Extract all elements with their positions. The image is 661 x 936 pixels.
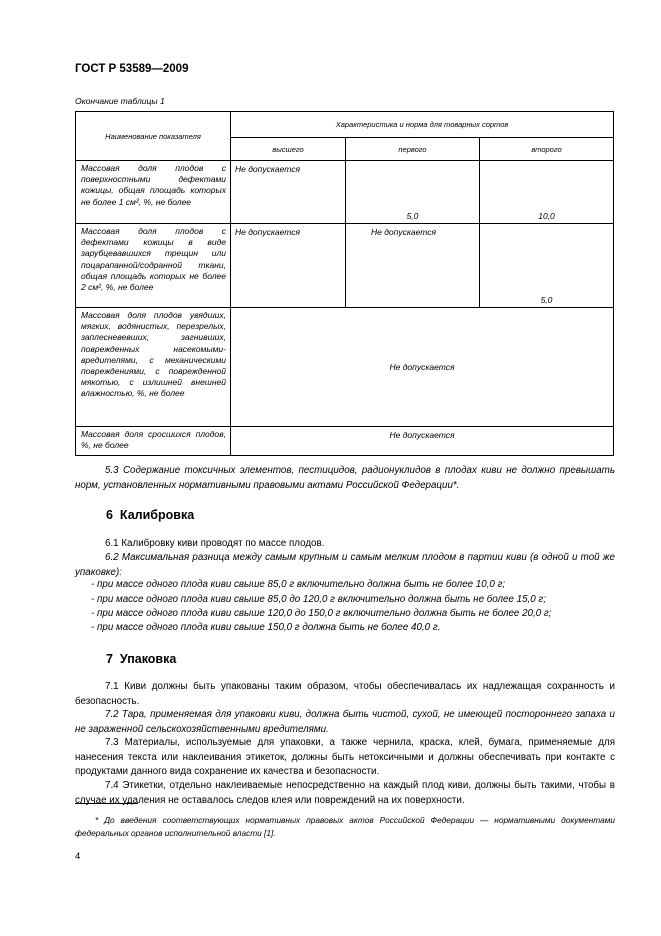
page-number: 4	[75, 851, 81, 862]
paragraph-7-4: 7.4 Этикетки, отдельно наклеиваемые непосредственно на каждый плод киви, должны быть такими, чтобы в случае их удаления не оставалось следов клея или повреждений на их поверхности.	[75, 780, 615, 806]
value-cell: Не допускается	[231, 161, 346, 224]
paragraph-6-2: 6.2 Максимальная разница между самым крупным и самым мелким плодом в партии киви (в одной и той же упаковке):	[75, 552, 615, 578]
list-item: - при массе одного плода киви свыше 150,0 г должна быть не более 40,0 г.	[91, 622, 441, 633]
indicator-cell: Массовая доля плодов с поверхностными дефектами кожицы, общая площадь которых не более 1 см², %, не более	[76, 161, 231, 224]
col-header-grade: второго	[480, 138, 614, 161]
paragraph-7-1: 7.1 Киви должны быть упакованы таким образом, чтобы обеспечивалась их надлежащая сохранность и безопасность.	[75, 681, 615, 707]
paragraph-7-3: 7.3 Материалы, используемые для упаковки, а также чернила, краска, клей, бумага, применяемые для нанесения текста или наклеивания этикеток, должны быть нетоксичными и должны обеспечивать при контакте с продуктами данного вида сохранение их качества и безопасности.	[75, 737, 615, 777]
col-header-group: Характеристика и норма для товарных сортов	[231, 112, 614, 138]
col-header-grade: высшего	[231, 138, 346, 161]
paragraph-5-3: 5.3 Содержание токсичных элементов, пестицидов, радионуклидов в плодах киви не должно превышать норм, установленных нормативными правовыми актами Российской Федерации*.	[75, 465, 615, 491]
merged-value-cell: Не допускается	[231, 308, 614, 427]
indicator-cell: Массовая доля плодов с дефектами кожицы в виде зарубцевавшихся трещин или поцарапанной/содранной ткани, общая площадь которых не более 2 см², %, не более	[76, 224, 231, 308]
col-header-indicator: Наименование показателя	[76, 112, 231, 161]
section-6-heading: 6 Калибровка	[106, 508, 195, 522]
document-header: ГОСТ Р 53589—2009	[75, 63, 189, 75]
value-cell: 5,0	[346, 161, 480, 224]
merged-value-cell: Не допускается	[231, 427, 614, 456]
col-header-grade: первого	[346, 138, 480, 161]
section-7-heading: 7 Упаковка	[106, 652, 177, 666]
value-cell: Не допускается	[346, 224, 480, 308]
value-cell: 10,0	[480, 161, 614, 224]
list-item: - при массе одного плода киви свыше 85,0 г включительно должна быть не более 10,0 г;	[91, 579, 506, 590]
footnote: * До введения соответствующих нормативных правовых актов Российской Федерации — нормативными документами федеральных органов исполнительной власти [1].	[75, 815, 615, 838]
table-row	[76, 427, 614, 456]
value-cell: 5,0	[480, 224, 614, 308]
paragraph-6-1: 6.1 Калибровку киви проводят по массе плодов.	[105, 538, 325, 549]
footnote-divider	[75, 803, 138, 804]
indicator-cell: Массовая доля сросшихся плодов, %, не более	[76, 427, 231, 456]
table-row	[76, 308, 614, 427]
indicator-cell: Массовая доля плодов увядших, мягких, водянистых, перезрелых, заплесневевших, загнивших, поврежденных насекомыми-вредителями, с механическими повреждениями, с поврежденной мякотью, с излишней внешней влажностью, %, не более	[76, 308, 231, 427]
quality-table	[75, 111, 614, 456]
table-row	[76, 161, 614, 224]
table-caption: Окончание таблицы 1	[75, 96, 165, 106]
value-cell: Не допускается	[231, 224, 346, 308]
paragraph-7-2: 7.2 Тара, применяемая для упаковки киви, должна быть чистой, сухой, не имеющей постороннего запаха и не зараженной сельскохозяйственными вредителями.	[75, 709, 615, 735]
list-item: - при массе одного плода киви свыше 85,0 до 120,0 г включительно должна быть не более 15,0 г;	[91, 594, 546, 605]
table-row	[76, 224, 614, 308]
list-item: - при массе одного плода киви свыше 120,0 до 150,0 г включительно должна быть не более 20,0 г;	[91, 608, 552, 619]
